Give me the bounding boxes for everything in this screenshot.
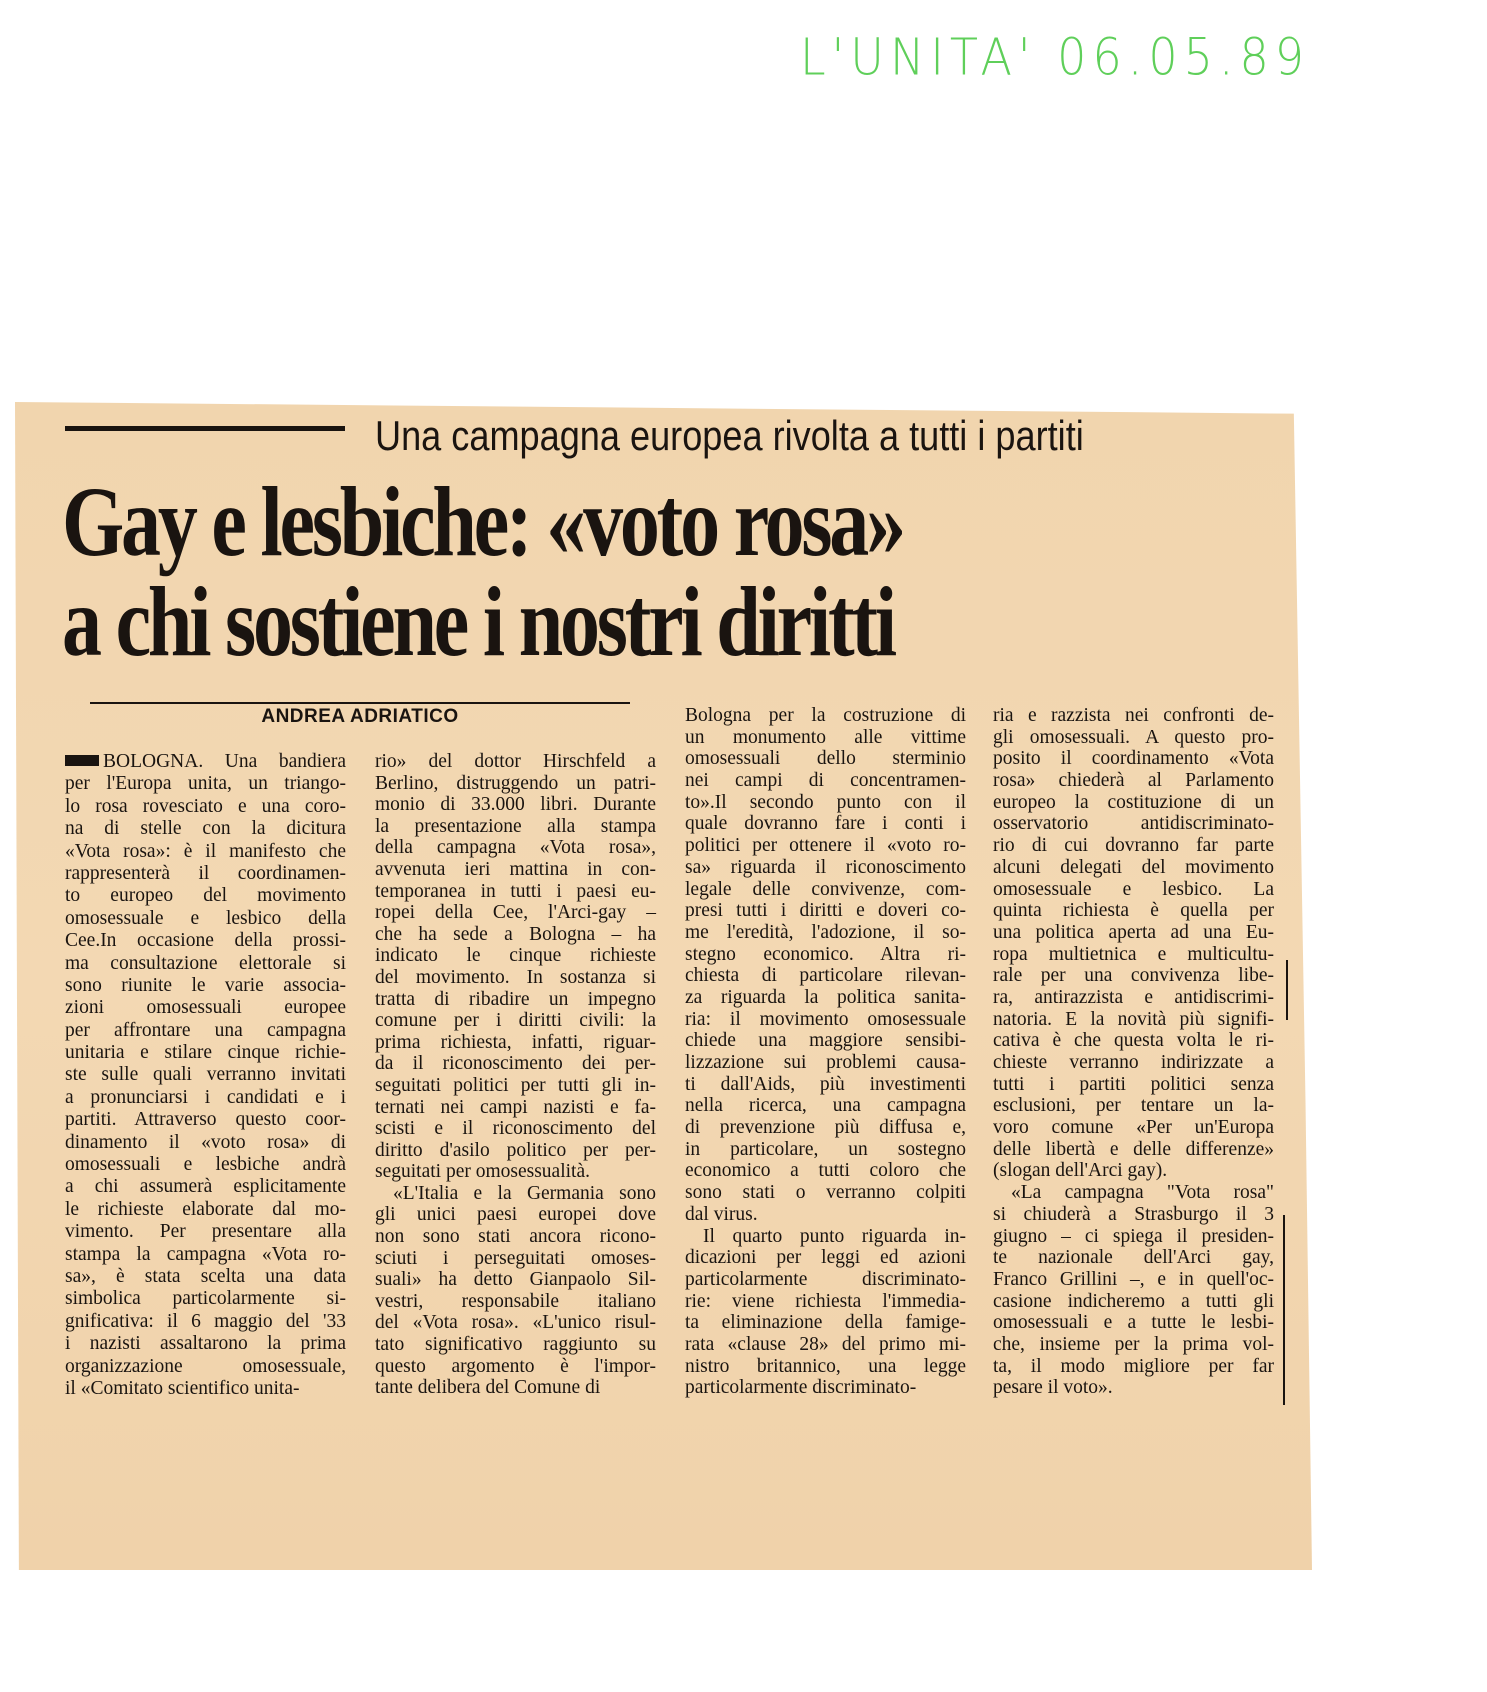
text-line: scisti e il riconoscimento del (375, 1118, 656, 1140)
text-line: le richieste elaborate dal mo- (65, 1198, 346, 1220)
text-line: zioni omosessuali europee (65, 997, 346, 1019)
text-line: vestri, responsabile italiano (375, 1290, 656, 1312)
text-line: il «Comitato scientifico unita- (65, 1377, 300, 1399)
text-line: monio di 33.000 libri. Durante (375, 794, 656, 816)
text-line: rio» del dottor Hirschfeld a (375, 751, 656, 772)
text-line: sono riunite le varie associa- (65, 974, 346, 996)
text-line: Cee.In occasione della prossi- (65, 930, 346, 952)
text-line: (slogan dell'Arci gay). (993, 1160, 1168, 1182)
text-line: tante delibera del Comune di (375, 1377, 601, 1399)
text-line: sa» riguarda il riconoscimento (685, 856, 966, 878)
text-line: ria e razzista nei confronti de- (993, 705, 1274, 726)
text-line: nella ricerca, una campagna (685, 1095, 966, 1117)
margin-mark (1283, 1215, 1285, 1405)
text-line: europeo la costituzione di un (993, 791, 1274, 813)
text-line: prima richiesta, infatti, riguar- (375, 1031, 656, 1053)
text-line: stegno economico. Altra ri- (685, 943, 966, 965)
text-line: sono stati o verranno colpiti (685, 1182, 966, 1204)
text-line: a chi assumerà esplicitamente (65, 1176, 346, 1198)
text-line: ti dall'Aids, più investimenti (685, 1073, 966, 1095)
text-line: un monumento alle vittime (685, 726, 966, 748)
text-line: seguitati politici per tutti gli in- (375, 1074, 656, 1096)
text-line: ra, antirazzista e antidiscrimi- (993, 986, 1274, 1008)
text-line: na di stelle con la dicitura (65, 818, 346, 840)
text-line: omosessuale e lesbico. La (993, 878, 1274, 900)
text-line: Franco Grillini –, e in quell'oc- (993, 1268, 1274, 1290)
article-column-2 (375, 751, 656, 1399)
text-line: tutti i partiti politici senza (993, 1073, 1274, 1095)
text-line: temporanea in tutti i paesi eu- (375, 880, 656, 902)
byline-rule (90, 702, 630, 704)
text-line: particolarmente discriminato- (685, 1268, 966, 1290)
text-line: me l'eredità, l'adozione, il so- (685, 921, 966, 943)
handwritten-source-date: L'UNITA' 06.05.89 (800, 27, 1311, 87)
text-line: comune per i diritti civili: la (375, 1010, 656, 1032)
text-line (65, 751, 346, 773)
text-line: rie: viene richiesta l'immedia- (685, 1290, 966, 1312)
text-line: la presentazione alla stampa (375, 815, 656, 837)
text-line: dicazioni per leggi ed azioni (685, 1247, 966, 1269)
text-line: tato significativo raggiunto su (375, 1334, 656, 1356)
text-line: politici per ottenere il «voto ro- (685, 835, 966, 857)
text-line: gnificativa: il 6 maggio del '33 (65, 1310, 346, 1332)
text-line: della campagna «Vota rosa», (375, 837, 656, 859)
text-line: gli omosessuali. A questo pro- (993, 726, 1274, 748)
text-line: ste sulle quali verranno invitati (65, 1064, 346, 1086)
text-line: per l'Europa unita, un triango- (65, 773, 346, 795)
text-line: seguitati per omosessualità. (375, 1161, 590, 1183)
text-line: quale dovranno fare i conti i (685, 813, 966, 835)
text-line: posito il coordinamento «Vota (993, 748, 1274, 770)
text-line: diritto d'asilo politico per per- (375, 1139, 656, 1161)
article-column-1 (65, 751, 346, 1400)
text-line: quinta richiesta è quella per (993, 900, 1274, 922)
text-line: rio di cui dovranno far parte (993, 835, 1274, 857)
text-line: sciuti i perseguitati omoses- (375, 1247, 656, 1269)
text-line: del «Vota rosa». «L'unico risul- (375, 1312, 656, 1334)
article-column-4 (993, 705, 1274, 1399)
text-line: presi tutti i diritti e doveri co- (685, 900, 966, 922)
text-line: omosessuale e lesbico della (65, 907, 346, 929)
text-line: legale delle convivenze, com- (685, 878, 966, 900)
text-line: delle libertà e delle differenze» (993, 1138, 1274, 1160)
text-line: chiede una maggiore sensibi- (685, 1030, 966, 1052)
text-line: chieste verranno indirizzate a (993, 1052, 1274, 1073)
text-line: voro comune «Per un'Europa (993, 1117, 1274, 1139)
text-line: che, insieme per la prima vol- (993, 1333, 1274, 1355)
text-line: organizzazione omosessuale, (65, 1355, 346, 1377)
text-line: di prevenzione più diffusa e, (685, 1117, 966, 1139)
text-line: non sono stati ancora ricono- (375, 1226, 656, 1248)
text-line: vimento. Per presentare alla (65, 1221, 346, 1243)
text-line: del movimento. In sostanza si (375, 966, 656, 988)
text-line: rata «clause 28» del primo mi- (685, 1333, 966, 1355)
article-kicker: Una campagna europea rivolta a tutti i partiti (375, 412, 1084, 459)
text-line: questo argomento è l'impor- (375, 1355, 656, 1377)
text-line: te nazionale dell'Arci gay, (993, 1247, 1274, 1269)
text-line: indicato le cinque richieste (375, 945, 656, 967)
text-line: «La campagna "Vota rosa" (1011, 1182, 1274, 1204)
text-line: simbolica particolarmente si- (65, 1288, 346, 1310)
text-line: avvenuta ieri mattina in con- (375, 858, 656, 880)
dateline-marker-icon (65, 755, 99, 766)
text-line: Bologna per la costruzione di (685, 705, 966, 726)
text-line: ropei della Cee, l'Arci-gay – (375, 902, 656, 924)
text-line: pesare il voto». (993, 1377, 1113, 1399)
text-line: «L'Italia e la Germania sono (393, 1182, 656, 1204)
text-line: za riguarda la politica sanita- (685, 986, 966, 1008)
text-line: dal virus. (685, 1203, 758, 1225)
text-line: per affrontare una campagna (65, 1019, 346, 1041)
text-line: in particolare, un sostegno (685, 1138, 966, 1160)
text-line: rale per una convivenza libe- (993, 965, 1274, 987)
text-line: lizzazione sui problemi causa- (685, 1052, 966, 1073)
text-line: particolarmente discriminato- (685, 1377, 917, 1399)
text-line: rappresenterà il coordinamen- (65, 862, 346, 884)
text-line: to».Il secondo punto con il (685, 791, 966, 813)
text-line: i nazisti assaltarono la prima (65, 1333, 346, 1355)
text-line: ta eliminazione della famige- (685, 1312, 966, 1334)
text-line: nistro britannico, una legge (685, 1355, 966, 1377)
dateline-text: BOLOGNA. Una bandiera (103, 751, 346, 772)
text-line: ma consultazione elettorale si (65, 952, 346, 974)
byline: ANDREA ADRIATICO (261, 706, 459, 727)
text-line: ta, il modo migliore per far (993, 1355, 1274, 1377)
text-line: si chiuderà a Strasburgo il 3 (993, 1203, 1274, 1225)
text-line: cativa è che questa volta le ri- (993, 1030, 1274, 1052)
text-line: stampa la campagna «Vota ro- (65, 1243, 346, 1265)
text-line: ternati nei campi nazisti e fa- (375, 1096, 656, 1118)
margin-mark (1286, 960, 1288, 1020)
text-line: a pronunciarsi i candidati e i (65, 1086, 346, 1108)
text-line: Berlino, distruggendo un patri- (375, 772, 656, 794)
text-line: esclusioni, per tentare un la- (993, 1095, 1274, 1117)
text-line: partiti. Attraverso questo coor- (65, 1109, 346, 1131)
text-line: rosa» chiederà al Parlamento (993, 770, 1274, 792)
text-line: ropa multietnica e multicultu- (993, 943, 1274, 965)
text-line: giugno – ci spiega il presiden- (993, 1225, 1274, 1247)
text-line: da il riconoscimento dei per- (375, 1053, 656, 1075)
text-line: osservatorio antidiscriminato- (993, 813, 1274, 835)
text-line: nei campi di concentramen- (685, 770, 966, 792)
headline-line-2: a chi sostiene i nostri diritti (62, 566, 894, 677)
headline-line-1: Gay e lesbiche: «voto rosa» (62, 466, 903, 577)
text-line: omosessuali e a tutte le lesbi- (993, 1312, 1274, 1334)
article-column-3 (685, 705, 966, 1399)
text-line: che ha sede a Bologna – ha (375, 923, 656, 945)
text-line: unitaria e stilare cinque richie- (65, 1042, 346, 1064)
text-line: economico a tutti coloro che (685, 1160, 966, 1182)
text-line: lo rosa rovesciato e una coro- (65, 795, 346, 817)
text-line: suali» ha detto Gianpaolo Sil- (375, 1269, 656, 1291)
text-line: «Vota rosa»: è il manifesto che (65, 840, 346, 862)
text-line: omosessuali e lesbiche andrà (65, 1154, 346, 1176)
text-line: gli unici paesi europei dove (375, 1204, 656, 1226)
text-line: omosessuali dello sterminio (685, 748, 966, 770)
text-line: dinamento il «voto rosa» di (65, 1131, 346, 1153)
text-line: natoria. E la novità più signifi- (993, 1008, 1274, 1030)
text-line: chiesta di particolare rilevan- (685, 965, 966, 987)
text-line: alcuni delegati del movimento (993, 856, 1274, 878)
text-line: tratta di ribadire un impegno (375, 988, 656, 1010)
text-line: Il quarto punto riguarda in- (703, 1225, 966, 1247)
kicker-rule (65, 426, 345, 431)
text-line: una politica aperta ad una Eu- (993, 921, 1274, 943)
text-line: casione indicheremo a tutti gli (993, 1290, 1274, 1312)
text-line: ria: il movimento omosessuale (685, 1008, 966, 1030)
text-line: to europeo del movimento (65, 885, 346, 907)
text-line: sa», è stata scelta una data (65, 1265, 346, 1287)
